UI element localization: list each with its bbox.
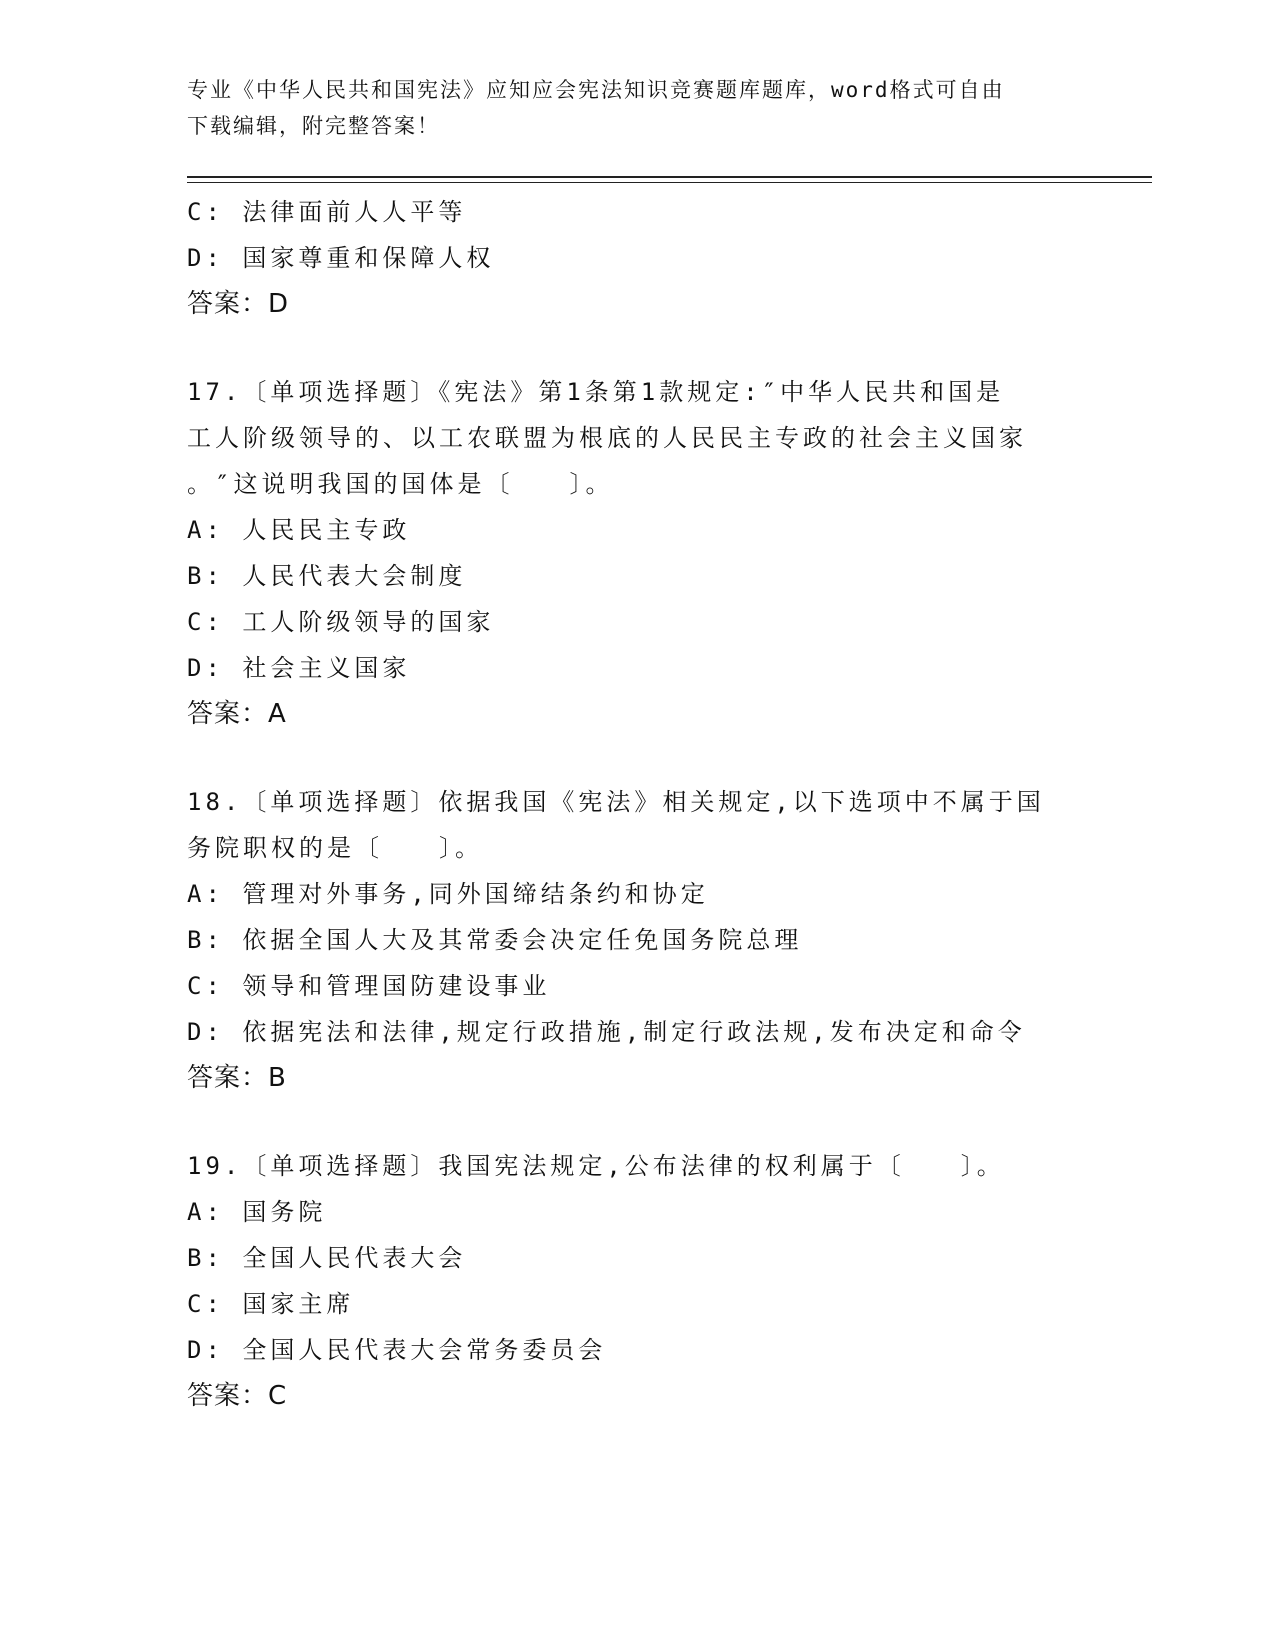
option-c: C: 法律面前人人平等 (187, 198, 467, 226)
option-b: B: 全国人民代表大会 (187, 1244, 467, 1272)
question-text-line: 17.〔单项选择题〕《宪法》第1条第1款规定:″中华人民共和国是 (187, 378, 1005, 406)
header-line-2: 下载编辑，附完整答案！ (187, 114, 440, 138)
option-d: D: 依据宪法和法律,规定行政措施,制定行政法规,发布决定和命令 (187, 1018, 1026, 1046)
option-c: C: 领导和管理国防建设事业 (187, 972, 551, 1000)
answer: 答案：B (187, 1063, 287, 1093)
option-a: A: 管理对外事务,同外国缔结条约和协定 (187, 880, 709, 908)
answer: 答案：D (187, 289, 290, 319)
question-text-line: 工人阶级领导的、以工农联盟为根底的人民民主专政的社会主义国家 (187, 424, 1027, 452)
question-17 (187, 369, 1087, 737)
header-line-1: 专业《中华人民共和国宪法》应知应会宪法知识竞赛题库题库，word格式可自由 (187, 78, 1005, 102)
option-d: D: 社会主义国家 (187, 654, 411, 682)
question-19 (187, 1143, 1087, 1419)
header-rule-thin (187, 182, 1152, 183)
option-c: C: 国家主席 (187, 1290, 355, 1318)
previous-question-tail (187, 189, 1087, 327)
answer: 答案：C (187, 1381, 288, 1411)
option-c: C: 工人阶级领导的国家 (187, 608, 495, 636)
option-d: D: 国家尊重和保障人权 (187, 244, 495, 272)
option-a: A: 人民民主专政 (187, 516, 411, 544)
question-text-line: 务院职权的是〔 〕。 (187, 834, 483, 862)
document-body (187, 189, 1087, 1419)
question-text-line: 。″这说明我国的国体是〔 〕。 (187, 470, 614, 498)
option-b: B: 人民代表大会制度 (187, 562, 467, 590)
question-text-line: 19.〔单项选择题〕我国宪法规定,公布法律的权利属于〔 〕。 (187, 1152, 1005, 1180)
header-rule-thick (187, 176, 1152, 178)
question-18 (187, 779, 1087, 1101)
option-a: A: 国务院 (187, 1198, 327, 1226)
question-text-line: 18.〔单项选择题〕依据我国《宪法》相关规定,以下选项中不属于国 (187, 788, 1045, 816)
option-d: D: 全国人民代表大会常务委员会 (187, 1336, 607, 1364)
document-header (187, 72, 1067, 144)
answer: 答案：A (187, 699, 287, 729)
option-b: B: 依据全国人大及其常委会决定任免国务院总理 (187, 926, 803, 954)
